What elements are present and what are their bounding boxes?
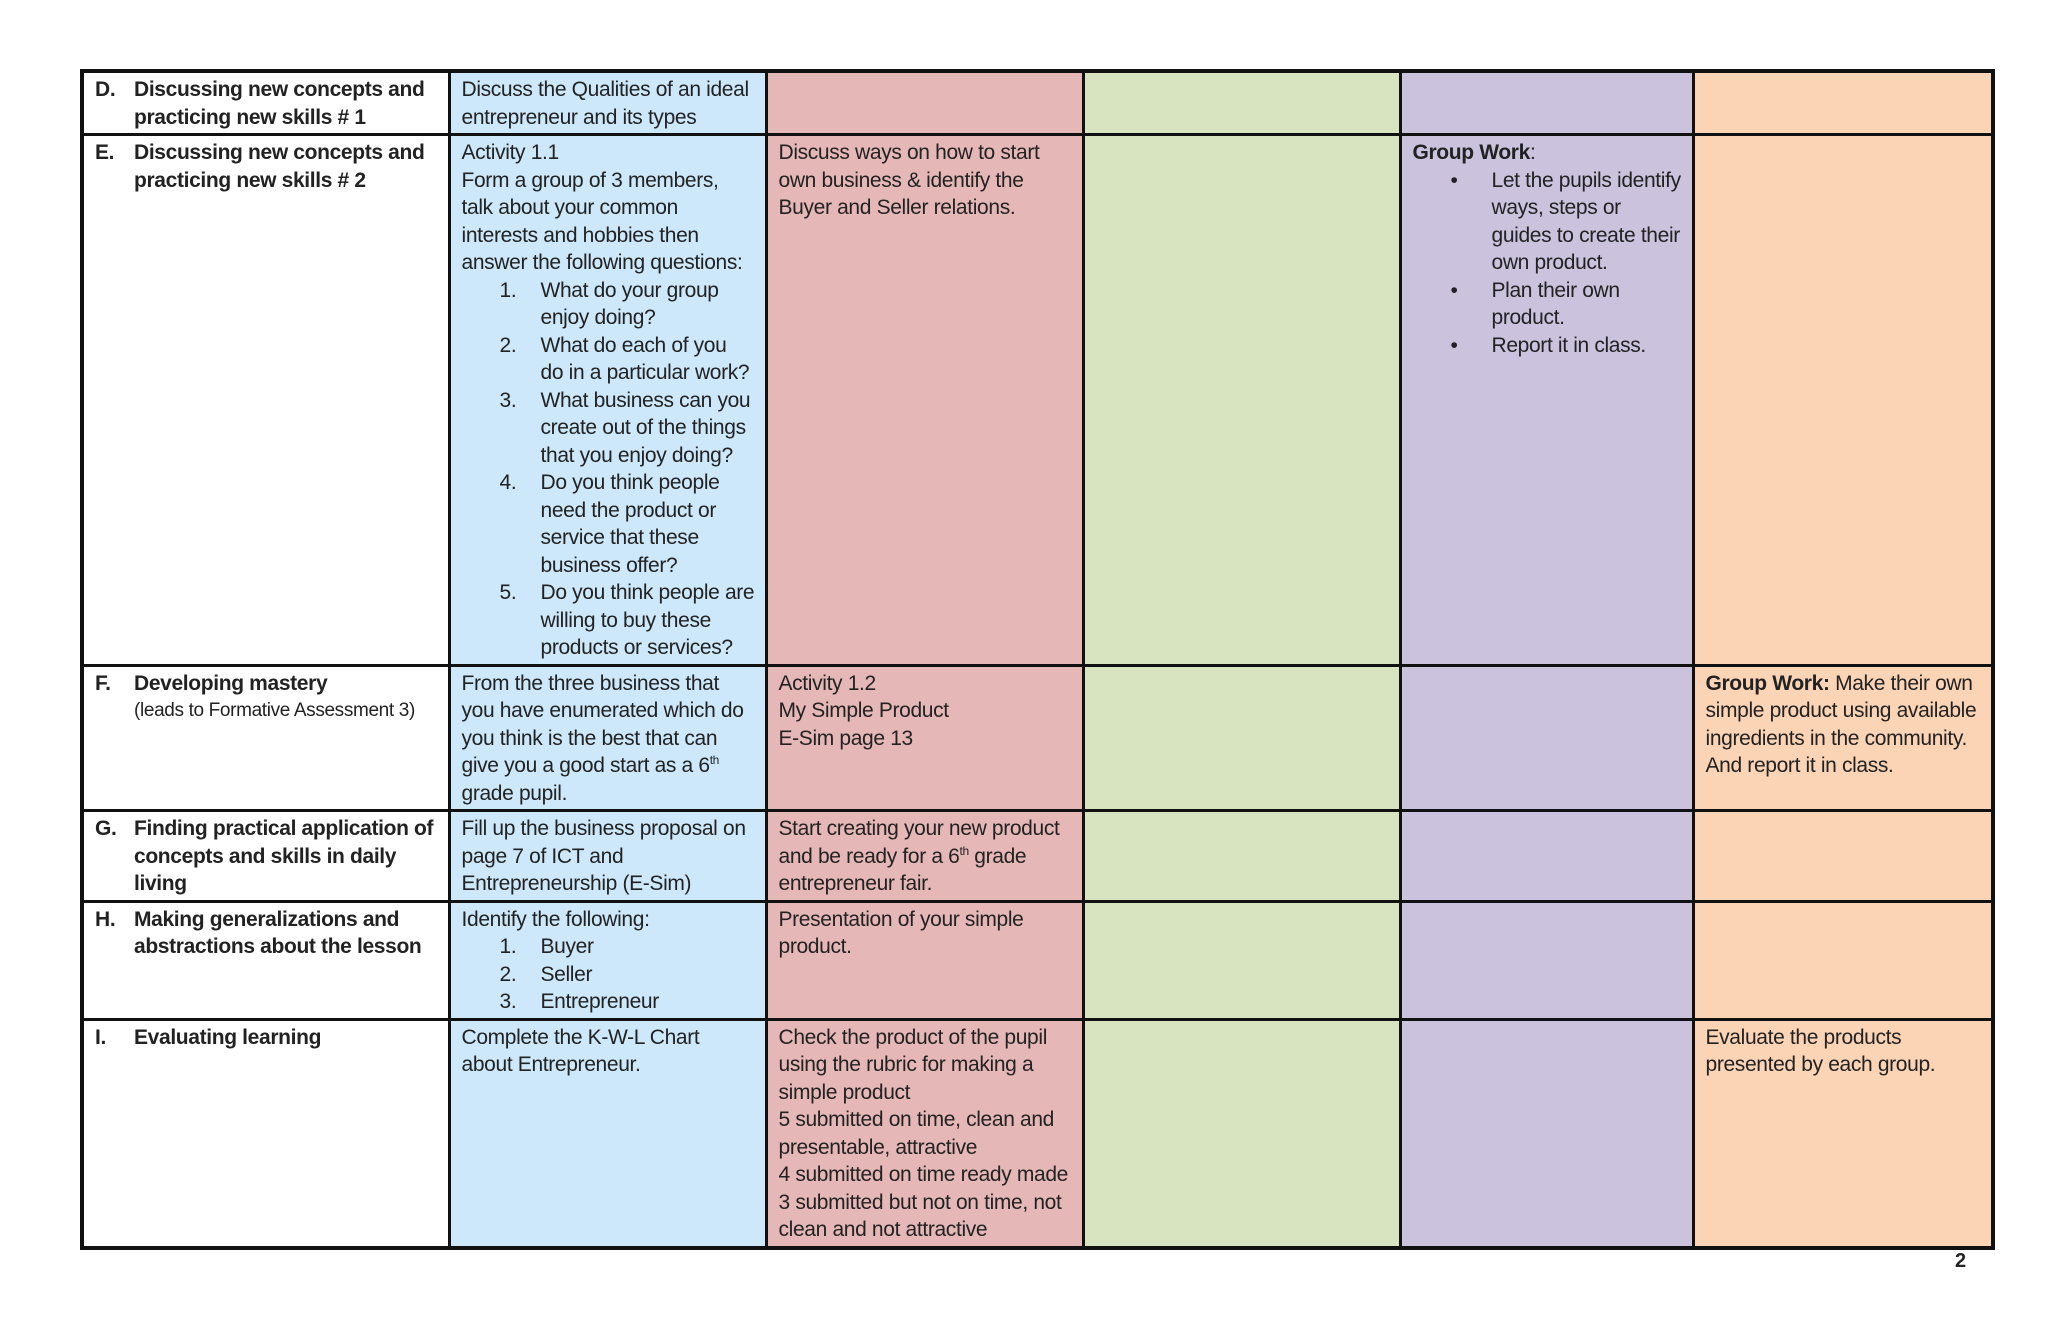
list-item: 1. Buyer xyxy=(499,935,594,958)
content-cell: Discuss ways on how to start own business & identify the Buyer and Seller relations. xyxy=(766,135,1083,666)
list-item: 3. Entrepreneur xyxy=(499,990,659,1013)
empty-cell xyxy=(1400,71,1693,135)
table-row xyxy=(82,1019,1993,1248)
content-cell: Evaluate the products presented by each group. xyxy=(1693,1019,1993,1248)
empty-cell xyxy=(1083,71,1400,135)
row-title: Discussing new concepts and practicing new skills # 1 xyxy=(134,78,425,129)
activity-heading: Activity 1.1 xyxy=(461,141,559,164)
item-list xyxy=(462,933,755,1016)
table-row xyxy=(82,811,1993,902)
row-letter: F. xyxy=(95,671,111,695)
list-item: • Plan their own product. xyxy=(1450,278,1620,329)
empty-cell xyxy=(1400,901,1693,1019)
empty-cell xyxy=(1693,135,1993,666)
table-row xyxy=(82,901,1993,1019)
list-item: • Report it in class. xyxy=(1413,332,1682,360)
content-cell: Activity 1.2 My Simple Product E-Sim page 13 xyxy=(766,665,1083,811)
group-work-heading: Group Work: xyxy=(1705,671,1830,695)
table-row xyxy=(82,71,1993,135)
empty-cell xyxy=(1693,901,1993,1019)
content-cell: Complete the K-W-L Chart about Entrepreneur. xyxy=(449,1019,766,1248)
empty-cell xyxy=(1400,1019,1693,1248)
row-title: Developing mastery xyxy=(134,671,328,695)
empty-cell xyxy=(1083,1019,1400,1248)
content-cell: Group Work: • Let the pupils identify ways, steps or guides to create their own product. • Plan their own product. • Report it in class. xyxy=(1400,135,1693,666)
row-title: Evaluating learning xyxy=(134,1025,322,1049)
row-label-cell xyxy=(82,665,449,811)
content-cell: Check the product of the pupil using the rubric for making a simple product 5 submitted on time, clean and presentable, attractive 4 submitted on time ready made 3 submitted but not on time, not clean and not attractive xyxy=(766,1019,1083,1248)
empty-cell xyxy=(1083,135,1400,666)
lesson-plan-table xyxy=(80,69,1995,1250)
bullet-icon: • xyxy=(1450,333,1458,357)
list-item: 1. What do your group enjoy doing? xyxy=(499,278,719,329)
question-list xyxy=(462,277,755,662)
empty-cell xyxy=(1083,665,1400,811)
content-cell: Fill up the business proposal on page 7 of ICT and Entrepreneurship (E-Sim) xyxy=(449,811,766,902)
list-item: 4. Do you think people need the product or service that these business offer? xyxy=(499,471,720,577)
row-subtitle: (leads to Formative Assessment 3) xyxy=(134,700,415,721)
content-cell: Identify the following: 1. Buyer 2. Seller 3. Entrepreneur xyxy=(449,901,766,1019)
empty-cell xyxy=(1400,811,1693,902)
activity-intro: Form a group of 3 members, talk about your common interests and hobbies then answer the following questions: xyxy=(461,168,743,274)
content-cell: Discuss the Qualities of an ideal entrepreneur and its types xyxy=(449,71,766,135)
list-item: 2. What do each of you do in a particular work? xyxy=(499,333,750,384)
empty-cell xyxy=(766,71,1083,135)
list-item: 5. Do you think people are willing to buy these products or services? xyxy=(499,581,755,659)
page-number: 2 xyxy=(1955,1250,1967,1272)
table-row xyxy=(82,135,1993,666)
row-letter: H. xyxy=(95,907,116,931)
row-letter: I. xyxy=(95,1025,106,1049)
bullet-list xyxy=(1413,167,1682,360)
list-item: 3. What business can you create out of the things that you enjoy doing? xyxy=(499,388,751,467)
row-title: Finding practical application of concepts and skills in daily living xyxy=(134,817,434,895)
list-item: 2. Seller xyxy=(499,962,593,986)
content-cell xyxy=(449,135,766,666)
row-label-cell xyxy=(82,135,449,666)
row-label-cell xyxy=(82,71,449,135)
content-cell: Group Work: Make their own simple product using available ingredients in the community. And report it in class. xyxy=(1693,665,1993,811)
row-letter: E. xyxy=(95,141,115,164)
content-cell: Start creating your new product and be ready for a 6th grade entrepreneur fair. xyxy=(766,811,1083,902)
row-label-cell xyxy=(82,901,449,1019)
empty-cell xyxy=(1693,811,1993,902)
row-letter: G. xyxy=(95,817,117,840)
content-cell: From the three business that you have enumerated which do you think is the best that can give you a good start as a 6th grade pupil. xyxy=(449,665,766,811)
table-row xyxy=(82,665,1993,811)
bullet-icon: • xyxy=(1450,168,1458,192)
row-label-cell xyxy=(82,1019,449,1248)
empty-cell xyxy=(1693,71,1993,135)
list-item: • Let the pupils identify ways, steps or guides to create their own product. xyxy=(1450,168,1681,274)
row-label-cell xyxy=(82,811,449,902)
content-cell: Presentation of your simple product. xyxy=(766,901,1083,1019)
empty-cell xyxy=(1083,901,1400,1019)
empty-cell xyxy=(1083,811,1400,902)
bullet-icon: • xyxy=(1450,278,1458,302)
row-letter: D. xyxy=(95,78,116,101)
row-title: Discussing new concepts and practicing new skills # 2 xyxy=(134,141,425,192)
row-title: Making generalizations and abstractions about the lesson xyxy=(134,907,422,958)
group-work-heading: Group Work xyxy=(1412,141,1530,164)
empty-cell xyxy=(1400,665,1693,811)
